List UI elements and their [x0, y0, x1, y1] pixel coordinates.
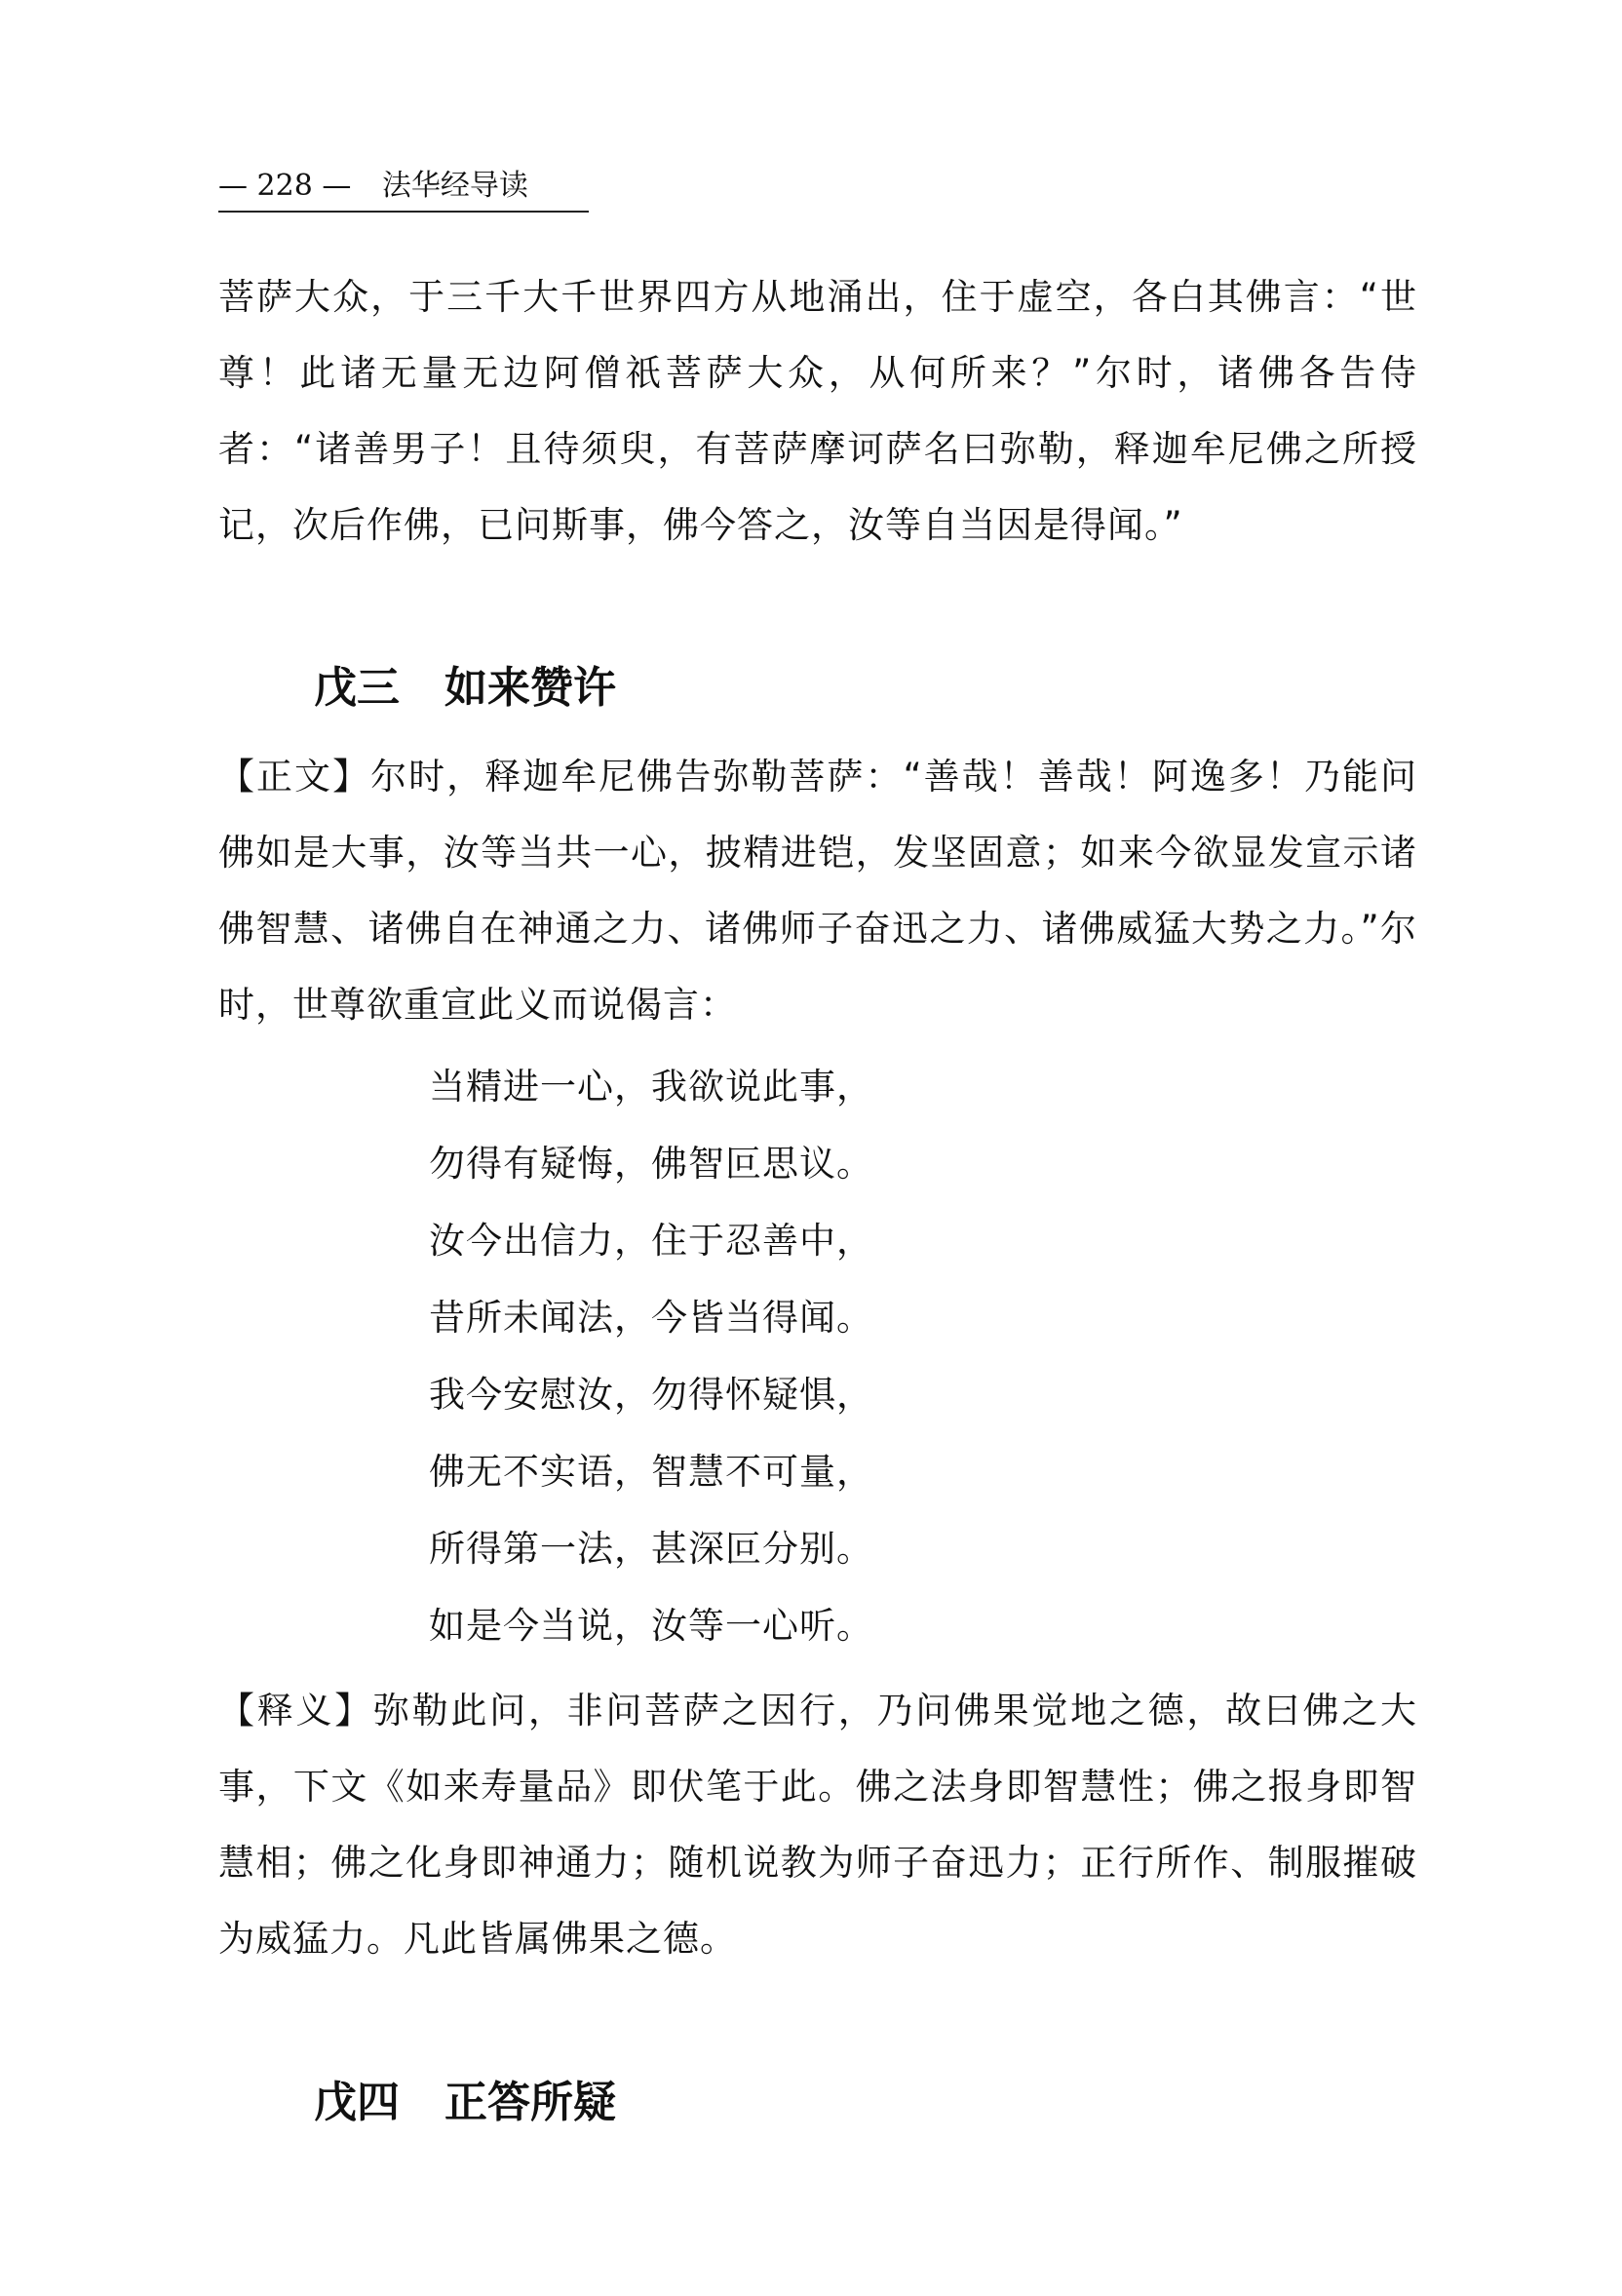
section-title: 如来赞许 — [444, 663, 616, 713]
section-title: 正答所疑 — [444, 2078, 616, 2127]
book-title: 法华经导读 — [381, 169, 528, 203]
shiyi-paragraph — [218, 1673, 1417, 1977]
section-heading-4 — [314, 2074, 616, 2132]
section-label: 戊四 — [314, 2078, 400, 2127]
verse-line: 当精进一心，我欲说此事， — [429, 1066, 873, 1108]
section-label: 戊三 — [314, 663, 400, 713]
verse-line: 昔所未闻法，今皆当得闻。 — [429, 1297, 873, 1339]
zhengwen-paragraph — [218, 739, 1417, 1043]
zhengwen-text: 尔时，释迦牟尼佛告弥勒菩萨：“善哉！善哉！阿逸多！乃能问佛如是大事，汝等当共一心，披精进铠，发坚固意；如来今欲显发宣示诸佛智慧、诸佛自在神通之力、诸佛师子奋迅之力、诸佛威猛大势之力。”尔时，世尊欲重宣此义而说偈言： — [218, 756, 1417, 1026]
section-heading-3 — [314, 659, 616, 718]
verse-line: 如是今当说，汝等一心听。 — [429, 1605, 873, 1647]
verse-line: 勿得有疑悔，佛智叵思议。 — [429, 1143, 873, 1185]
verse-block — [429, 1048, 873, 1664]
verse-line: 汝今出信力，住于忍善中， — [429, 1220, 873, 1262]
running-header — [218, 164, 589, 213]
zhengwen-tag: 【正文】 — [218, 756, 371, 798]
verse-line: 佛无不实语，智慧不可量， — [429, 1451, 873, 1493]
page-number: — 228 — — [218, 169, 352, 203]
shiyi-text: 弥勒此问，非问菩萨之因行，乃问佛果觉地之德，故曰佛之大事，下文《如来寿量品》即伏笔于此。佛之法身即智慧性；佛之报身即智慧相；佛之化身即神通力；随机说教为师子奋迅力；正行所作、制服摧破为威猛力。凡此皆属佛果之德。 — [218, 1690, 1418, 1960]
shiyi-tag: 【释义】 — [218, 1690, 373, 1732]
intro-paragraph: 菩萨大众，于三千大千世界四方从地涌出，住于虚空，各白其佛言：“世尊！此诸无量无边阿僧祇菩萨大众，从何所来？”尔时，诸佛各告侍者：“诸善男子！且待须臾，有菩萨摩诃萨名曰弥勒，释迦牟尼佛之所授记，次后作佛，已问斯事，佛今答之，汝等自当因是得闻。” — [218, 276, 1417, 546]
verse-line: 我今安慰汝，勿得怀疑惧， — [429, 1374, 873, 1416]
verse-line: 所得第一法，甚深叵分别。 — [429, 1528, 873, 1570]
